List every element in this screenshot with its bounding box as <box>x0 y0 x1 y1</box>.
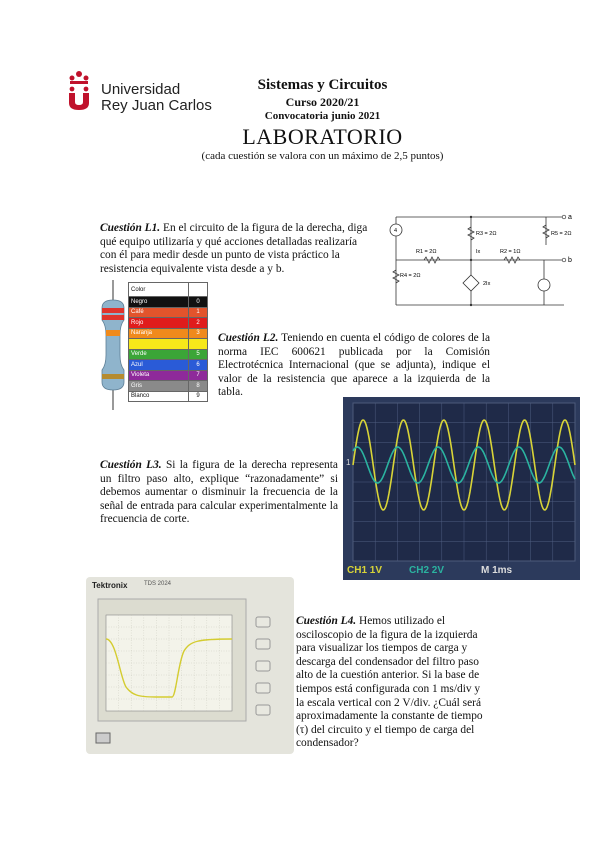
color-value: 7 <box>189 370 208 381</box>
question-l3-text: Si la figura de la derecha representa un filtro paso alto, explique “razonadamente” si debemos aumentar o disminuir la frecuencia de la señal de entrada para calcular experimentalmente la frecuencia de corte. <box>100 459 338 526</box>
node-a-label: a <box>568 214 572 221</box>
color-row <box>129 297 208 308</box>
subject-title: Sistemas y Circuitos <box>257 77 388 93</box>
scope-button-3[interactable] <box>256 661 270 671</box>
color-row <box>129 328 208 339</box>
course-year: Curso 2020/21 <box>285 95 360 109</box>
question-l4-label: Cuestión L4. <box>296 615 357 627</box>
color-name: Verde <box>129 349 189 360</box>
color-code-table <box>128 282 208 402</box>
question-l3-label: Cuestión L3. <box>100 459 162 471</box>
color-row <box>129 339 208 350</box>
color-row <box>129 360 208 371</box>
scope-power-icon[interactable] <box>96 733 110 743</box>
color-row <box>129 381 208 392</box>
color-name: Amarillo <box>129 339 189 350</box>
lab-heading: LABORATORIO <box>242 124 403 149</box>
question-l2 <box>218 332 490 400</box>
color-value: 0 <box>189 297 208 308</box>
exam-call: Convocatoria junio 2021 <box>264 110 381 122</box>
color-name: Negro <box>129 297 189 308</box>
scope-button-1[interactable] <box>256 617 270 627</box>
color-name: Café <box>129 307 189 318</box>
svg-text:1: 1 <box>346 458 351 467</box>
color-value: 1 <box>189 307 208 318</box>
question-l1-label: Cuestión L1. <box>100 222 161 234</box>
color-value: 6 <box>189 360 208 371</box>
color-row <box>129 307 208 318</box>
scope-model: TDS 2024 <box>144 581 172 587</box>
oscilloscope-sine-screen <box>343 397 580 580</box>
color-name: Blanco <box>129 391 189 402</box>
question-l3 <box>100 459 338 527</box>
color-value: 3 <box>189 328 208 339</box>
scope-button-5[interactable] <box>256 705 270 715</box>
university-logo-icon <box>66 70 92 110</box>
r2-label: R2 = 1Ω <box>500 249 521 255</box>
color-table-header-row <box>129 283 208 297</box>
time-scale: M 1ms <box>481 565 513 576</box>
question-l4-text: Hemos utilizado el osciloscopio de la figura de la izquierda para visualizar los tiempos de carga y descarga del condensador del filtro paso alto de la cuestión anterior. Si la base de tiempos está configurada con 1 ms/div y la escala vertical con 2 V/div. ¿Cuál será aproximadamente la constante de tiempo (τ) del circuito y el tiempo de carga del condensador? <box>296 615 483 750</box>
color-row <box>129 318 208 329</box>
university-line1: Universidad <box>101 81 181 98</box>
color-name: Naranja <box>129 328 189 339</box>
color-row <box>129 349 208 360</box>
question-l2-label: Cuestión L2. <box>218 332 279 344</box>
university-line2: Rey Juan Carlos <box>101 97 212 114</box>
color-value: 2 <box>189 318 208 329</box>
color-name: Rojo <box>129 318 189 329</box>
resistor-image <box>96 280 130 410</box>
color-value: 5 <box>189 349 208 360</box>
circuit-diagram <box>386 205 582 311</box>
color-table-header: Color <box>129 283 189 297</box>
scope-button-4[interactable] <box>256 683 270 693</box>
color-name: Gris <box>129 381 189 392</box>
question-l2-text: Teniendo en cuenta el código de colores de la norma IEC 600621 publicada por la Comisión Electrotécnica Internacional (que se adjunta), indique el valor de la resistencia que aparece a la izquierda de la tabla. <box>218 332 490 399</box>
oscilloscope-charge-device <box>86 577 294 754</box>
question-l1-text: En el circuito de la figura de la derecha, diga qué equipo utilizaría y qué acciones detalladas realizaría con él para medir desde un punto de vista práctico la resistencia equivalente vista desde a y b. <box>100 222 368 275</box>
r1-label: R1 = 2Ω <box>416 249 437 255</box>
question-l4 <box>296 615 488 751</box>
r5-label: R5 = 2Ω <box>551 231 572 237</box>
color-row <box>129 370 208 381</box>
university-name <box>101 82 212 114</box>
source-label: 4 <box>394 228 398 234</box>
scope-brand: Tektronix <box>92 581 128 590</box>
color-name: Violeta <box>129 370 189 381</box>
r4-label: R4 = 2Ω <box>400 273 421 279</box>
ch2-scale: CH2 2V <box>409 565 445 576</box>
color-row <box>129 391 208 402</box>
r3-label: R3 = 2Ω <box>476 231 497 237</box>
color-value: 9 <box>189 391 208 402</box>
scoring-note: (cada cuestión se valora con un máximo de 2,5 puntos) <box>201 150 444 162</box>
scope-button-2[interactable] <box>256 639 270 649</box>
dependent-source-label: 2Ix <box>483 281 491 287</box>
ch1-scale: CH1 1V <box>347 565 383 576</box>
color-value: 4 <box>189 339 208 350</box>
node-b-label: b <box>568 257 572 264</box>
question-l1 <box>100 222 370 276</box>
ix-label: Ix <box>476 249 481 255</box>
color-value: 8 <box>189 381 208 392</box>
color-name: Azul <box>129 360 189 371</box>
